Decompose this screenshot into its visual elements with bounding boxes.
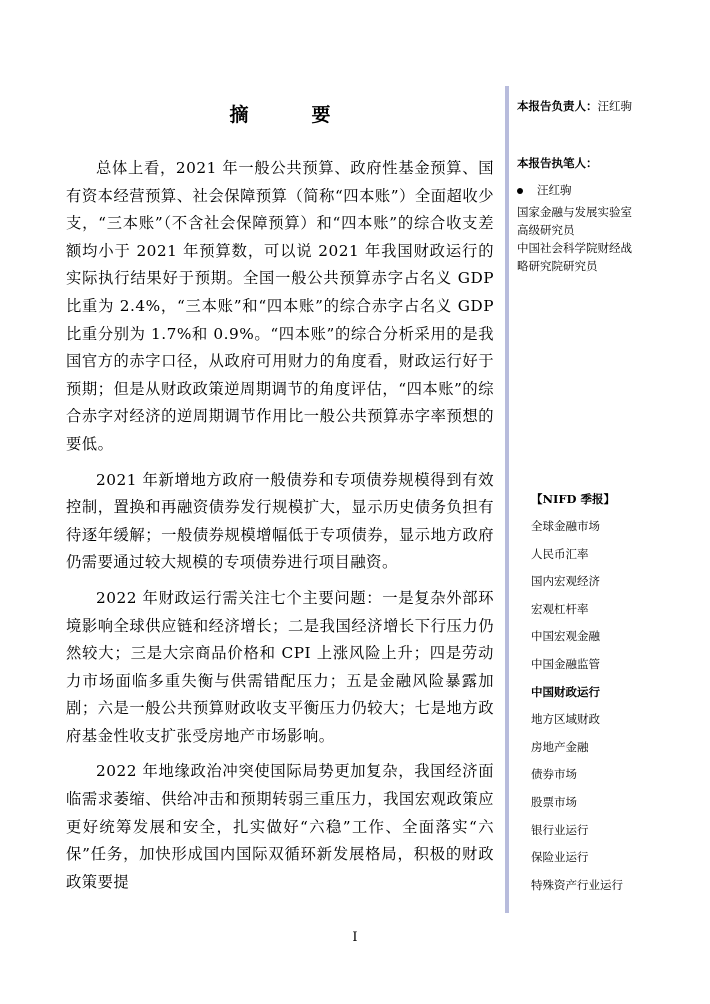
author-title-line: 中国社会科学院财经战 (517, 241, 632, 255)
series-item: 地方区域财政 (531, 712, 600, 727)
paragraph-3: 2022 年财政运行需关注七个主要问题：一是复杂外部环境影响全球供应链和经济增长；二是我国经济增长下行压力仍然较大；三是大宗商品价格和 CPI 上涨风险上升；四是劳动力市场面临多重失衡与供需错配压力；五是金融风险暴露加剧；六是一般公共预算财政收支平衡压力仍较大；七是地方政府基金性收支扩张受房地产市场影响。 (66, 588, 494, 745)
series-item: 债券市场 (531, 767, 577, 782)
abstract-body (66, 155, 494, 904)
series-item: 中国金融监管 (531, 656, 600, 671)
sidebar-divider (505, 86, 509, 913)
paragraph-2: 2021 年新增地方政府一般债券和专项债券规模得到有效控制，置换和再融资债券发行规模扩大，显示历史债务负担有待逐年缓解；一般债券规模增幅低于专项债券，显示地方政府仍需要通过较大规模的专项债券进行项目融资。 (66, 470, 494, 572)
series-item: 股票市场 (531, 794, 577, 809)
series-item: 国内宏观经济 (531, 574, 600, 589)
responsible-line (517, 97, 632, 115)
series-title: 【NIFD 季报】 (531, 492, 616, 506)
series-item: 银行业运行 (531, 822, 589, 837)
author-name: 汪红驹 (537, 183, 572, 197)
author-title-line: 高级研究员 (517, 223, 575, 237)
paragraph-4: 2022 年地缘政治冲突使国际局势更加复杂，我国经济面临需求萎缩、供给冲击和预期转弱三重压力，我国宏观政策应更好统筹发展和安全，扎实做好“六稳”工作、全面落实“六保”任务，加快形成国内国际双循环新发展格局，积极的财政政策要提 (66, 762, 494, 891)
series-item: 全球金融市场 (531, 519, 600, 533)
responsible-label: 本报告负责人： (517, 99, 598, 113)
series-item: 人民币汇率 (531, 546, 589, 561)
author-entry (517, 181, 572, 199)
series-item: 保险业运行 (531, 850, 589, 865)
author-title-line: 略研究院研究员 (517, 259, 598, 273)
author-title-line: 国家金融与发展实验室 (517, 205, 632, 219)
responsible-name: 汪红驹 (597, 99, 632, 113)
series-item: 特殊资产行业运行 (531, 877, 623, 892)
authors-label: 本报告执笔人： (517, 156, 598, 170)
series-item-current: 中国财政运行 (531, 684, 600, 699)
page-number: I (352, 930, 358, 945)
paragraph-1: 总体上看，2021 年一般公共预算、政府性基金预算、国有资本经营预算、社会保障预算（简称“四本账”）全面超收少支，“三本账”（不含社会保障预算）和“四本账”的综合收支差额均小于 2021 年预算数，可以说 2021 年我国财政运行的实际执行结果好于预期。全国一般公共预算赤字占名义 GDP 比重为 2.4%，“三本账”和“四本账”的综合赤字占名义 GDP 比重分别为 1.7%和 0.9%。“四本账”的综合分析采用的是我国官方的赤字口径，从政府可用财力的角度看，财政运行好于预期；但是从财政政策逆周期调节的角度评估，“四本账”的综合赤字对经济的逆周期调节作用比一般公共预算赤字率预想的要低。 (66, 159, 494, 453)
series-item: 中国宏观金融 (531, 629, 600, 644)
author-titles (517, 203, 702, 275)
series-item: 房地产金融 (531, 739, 589, 754)
bullet-icon (517, 188, 523, 194)
page-title: 摘 要 (229, 104, 353, 126)
series-item: 宏观杠杆率 (531, 601, 589, 616)
series-list (531, 517, 623, 903)
